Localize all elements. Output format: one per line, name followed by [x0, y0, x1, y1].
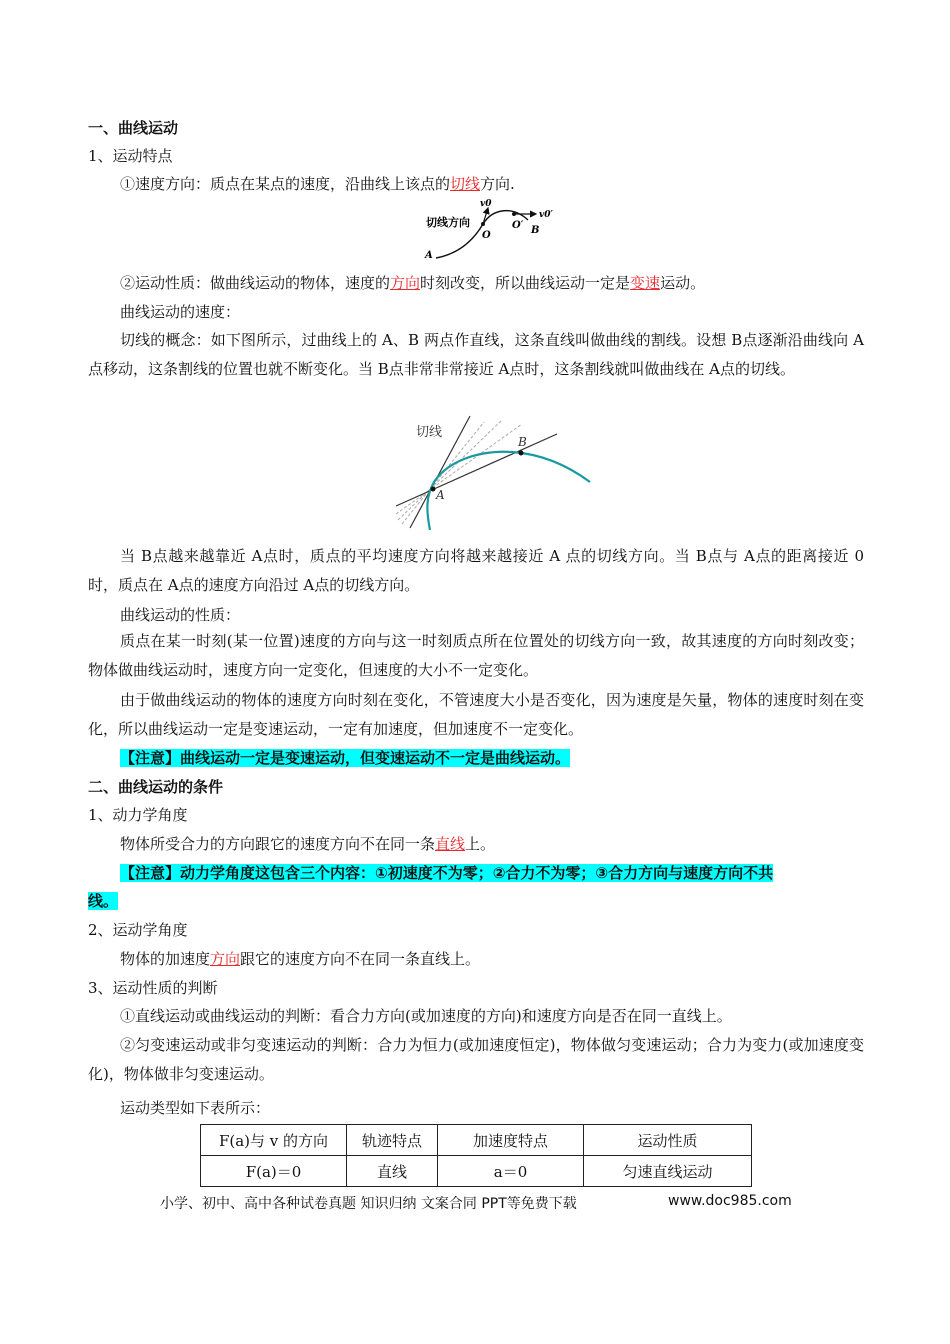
velocity-subtitle: 曲线运动的速度：: [120, 303, 241, 321]
keyword-direction: 方向: [390, 274, 421, 292]
text: ①速度方向：质点在某点的速度，沿曲线上该点的: [120, 175, 451, 193]
approach-paragraph: 当 B点越来越靠近 A点时，质点的平均速度方向将越来越接近 A 点的切线方向。当 B点与 A点的距离接近 0 时，质点在 A点的速度方向沿过 A点的切线方向。: [88, 547, 864, 594]
velocity-direction-item: [120, 172, 900, 196]
label-b: B: [518, 435, 527, 449]
table-header-cell: 运动性质: [584, 1125, 752, 1156]
motion-type-table: [200, 1124, 752, 1187]
highlighted-note: 【注意】曲线运动一定是变速运动，但变速运动不一定是曲线运动。: [120, 749, 571, 767]
table-cell: 匀速直线运动: [584, 1156, 752, 1187]
label-b: B: [531, 225, 540, 236]
highlighted-note: 线。: [88, 892, 119, 910]
label-a: A: [436, 488, 445, 502]
point-a: [431, 487, 436, 492]
property-paragraph-2: 由于做曲线运动的物体的速度方向时刻在变化，不管速度大小是否变化，因为速度是矢量，物体的速度时刻在变化，所以曲线运动一定是变速运动，一定有加速度，但加速度不一定变化。: [88, 691, 864, 738]
text: 运动。: [660, 274, 706, 292]
table-header-cell: F(a)与 v 的方向: [201, 1125, 347, 1156]
text: 时刻改变，所以曲线运动一定是: [420, 274, 631, 292]
footer-url[interactable]: www.doc985.com: [668, 1193, 792, 1209]
subheading-judgement: 3、运动性质的判断: [88, 979, 218, 997]
tangent-secant-figure: [392, 410, 602, 535]
label-o: O: [482, 230, 491, 241]
text: 上。: [465, 835, 496, 853]
keyword-variable-speed: 变速: [630, 274, 661, 292]
tangent-direction-figure: [418, 196, 568, 262]
label-a: A: [425, 250, 433, 261]
table-cell: 直线: [347, 1156, 438, 1187]
keyword-direction: 方向: [210, 950, 241, 968]
curve: [427, 452, 590, 530]
judgement-2: ②匀变速运动或非匀变速运动的判断：合力为恒力(或加速度恒定)，物体做匀变速运动；合力为变力(或加速度变化)，物体做非匀变速运动。: [88, 1036, 864, 1083]
table-header-cell: 加速度特点: [438, 1125, 584, 1156]
highlighted-note: 【注意】动力学角度这包含三个内容：①初速度不为零；②合力不为零；③合力方向与速度方向不共: [120, 864, 774, 882]
subheading-motion-features: 1、运动特点: [88, 147, 173, 165]
tangent-concept-paragraph: 切线的概念：如下图所示，过曲线上的 A、B 两点作直线，这条直线叫做曲线的割线。设想 B点逐渐沿曲线向 A点移动，这条割线的位置也就不断变化。当 B点非常非常接近 A点时，这条割线就叫做曲线在 A点的切线。: [88, 331, 864, 378]
text: 物体所受合力的方向跟它的速度方向不在同一条: [120, 835, 436, 853]
text: 方向.: [480, 175, 515, 193]
note-dynamics-line2: [88, 889, 868, 913]
secant-line: [396, 434, 557, 506]
property-subtitle: 曲线运动的性质：: [120, 606, 241, 624]
note-curved-motion: [120, 746, 900, 770]
table-intro: 运动类型如下表所示：: [120, 1099, 271, 1117]
judgement-1: ①直线运动或曲线运动的判断：看合力方向(或加速度的方向)和速度方向是否在同一直线上。: [120, 1007, 732, 1025]
dynamics-condition: [120, 832, 900, 856]
subheading-dynamics: 1、动力学角度: [88, 806, 188, 824]
label-v0prime: v0′: [539, 210, 553, 220]
keyword-straight-line: 直线: [435, 835, 466, 853]
table-cell: F(a)＝0: [201, 1156, 347, 1187]
text: ②运动性质：做曲线运动的物体，速度的: [120, 274, 391, 292]
kinematics-condition: [120, 947, 900, 971]
point-o: [481, 222, 485, 226]
motion-property-item: [120, 271, 900, 295]
section-2-title: 二、曲线运动的条件: [88, 778, 224, 796]
keyword-tangent: 切线: [450, 175, 481, 193]
point-o-prime: [512, 212, 516, 216]
label-tangent: 切线: [416, 425, 443, 440]
note-dynamics-line1: [120, 861, 900, 885]
subheading-kinematics: 2、运动学角度: [88, 921, 188, 939]
table-row: [201, 1156, 752, 1187]
section-1-title: 一、曲线运动: [88, 119, 179, 137]
property-paragraph-1: 质点在某一时刻(某一位置)速度的方向与这一时刻质点所在位置处的切线方向一致，故其速度的方向时刻改变；物体做曲线运动时，速度方向一定变化，但速度的大小不一定变化。: [88, 632, 864, 679]
text: 物体的加速度: [120, 950, 211, 968]
table-header-cell: 轨迹特点: [347, 1125, 438, 1156]
footer-text: 小学、初中、高中各种试卷真题 知识归纳 文案合同 PPT等免费下载: [160, 1196, 577, 1212]
table-cell: a＝0: [438, 1156, 584, 1187]
table-header-row: [201, 1125, 752, 1156]
label-o-prime: O′: [512, 220, 524, 231]
point-b: [519, 451, 524, 456]
label-v0: v0: [480, 199, 492, 209]
label-tangent-direction: 切线方向: [426, 216, 470, 229]
page-footer: [160, 1193, 800, 1213]
text: 跟它的速度方向不在同一条直线上。: [240, 950, 481, 968]
